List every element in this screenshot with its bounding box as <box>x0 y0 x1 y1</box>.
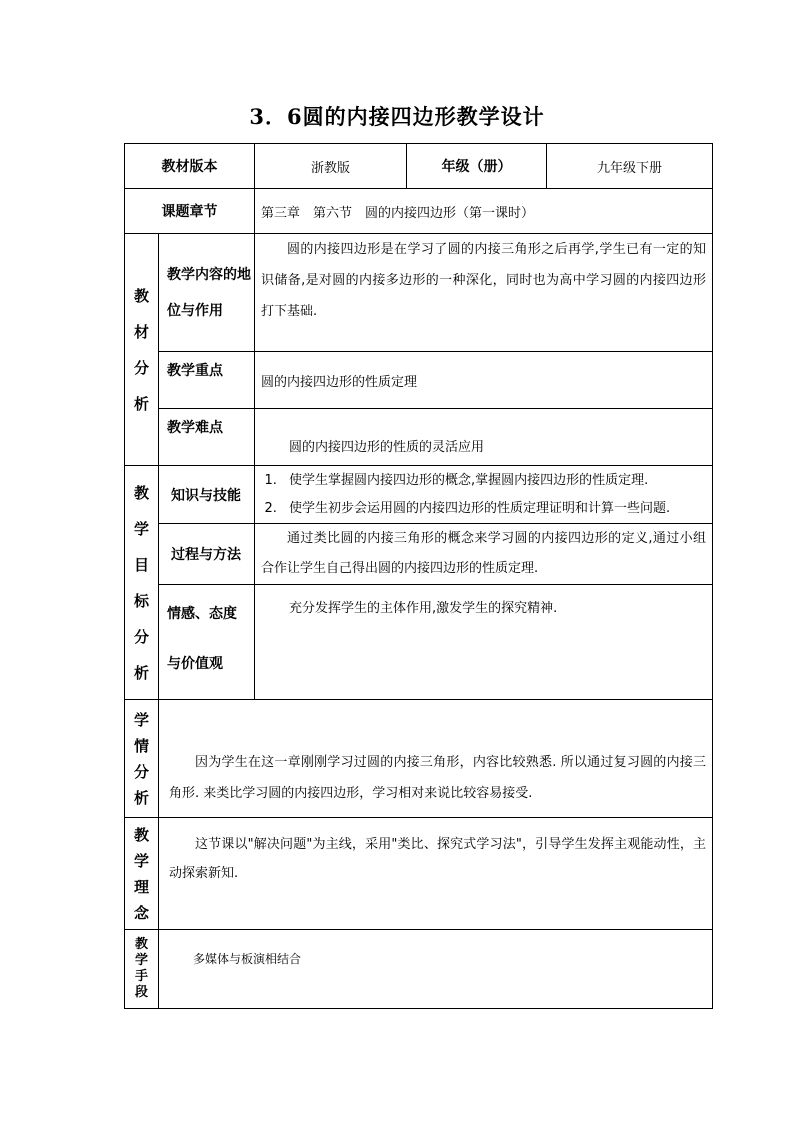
list-item: 1. 使学生掌握圆内接四边形的概念,掌握圆内接四边形的性质定理. <box>281 467 706 495</box>
teaching-concept-group <box>125 818 159 930</box>
emotion-row <box>125 585 713 700</box>
group-char: 学 <box>134 953 148 968</box>
role-label: 教学内容的地位与作用 <box>159 234 255 352</box>
group-char: 学 <box>133 851 149 870</box>
group-char: 学 <box>133 710 149 729</box>
group-char: 段 <box>134 985 148 1000</box>
teaching-concept-text: 这节课以"解决问题"为主线，采用"类比、探究式学习法"，引导学生发挥主观能动性，主动探索新知. <box>159 818 713 930</box>
list-item: 2. 使学生初步会运用圆的内接四边形的性质定理证明和计算一些问题. <box>281 495 706 523</box>
key-point-row <box>125 352 713 409</box>
process-label: 过程与方法 <box>159 524 255 585</box>
teaching-concept-row <box>125 818 713 930</box>
knowledge-list-cell <box>255 466 713 524</box>
role-text: 圆的内接四边形是在学习了圆的内接三角形之后再学,学生已有一定的知识储备,是对圆的内接多边形的一种深化，同时也为高中学习圆的内接四边形打下基础. <box>255 234 713 352</box>
group-char: 材 <box>133 322 149 341</box>
group-char: 析 <box>133 663 149 682</box>
textbook-value: 浙教版 <box>255 144 407 189</box>
emotion-label-line: 情感、态度 <box>167 606 237 622</box>
difficulty-text: 圆的内接四边形的性质的灵活应用 <box>255 409 713 466</box>
student-analysis-text: 因为学生在这一章刚刚学习过圆的内接三角形，内容比较熟悉. 所以通过复习圆的内接三角形. 来类比学习圆的内接四边形，学习相对来说比较容易接受. <box>159 700 713 818</box>
knowledge-list <box>255 467 712 523</box>
group-char: 析 <box>133 394 149 413</box>
group-char: 念 <box>133 903 149 922</box>
group-char: 学 <box>133 519 149 538</box>
teaching-means-row <box>125 930 713 1009</box>
group-char: 目 <box>133 555 149 574</box>
objectives-group <box>125 466 159 700</box>
header-row <box>125 144 713 189</box>
material-analysis-group <box>125 234 159 466</box>
chapter-label: 课题章节 <box>125 189 255 234</box>
student-analysis-row <box>125 700 713 818</box>
teaching-means-text: 多媒体与板演相结合 <box>159 930 713 1009</box>
grade-label: 年级（册） <box>407 144 547 189</box>
chapter-row <box>125 189 713 234</box>
difficulty-row <box>125 409 713 466</box>
chapter-value: 第三章 第六节 圆的内接四边形（第一课时） <box>255 189 713 234</box>
emotion-text: 充分发挥学生的主体作用,激发学生的探究精神. <box>255 585 713 700</box>
group-char: 手 <box>134 969 148 984</box>
material-role-row <box>125 234 713 352</box>
emotion-label-line: 与价值观 <box>167 656 223 672</box>
group-char: 情 <box>133 736 149 755</box>
grade-value: 九年级下册 <box>547 144 713 189</box>
emotion-label <box>159 585 255 700</box>
teaching-means-group <box>125 930 159 1009</box>
textbook-label: 教材版本 <box>125 144 255 189</box>
key-point-text: 圆的内接四边形的性质定理 <box>255 352 713 409</box>
process-row <box>125 524 713 585</box>
group-char: 分 <box>133 762 149 781</box>
process-text: 通过类比圆的内接三角形的概念来学习圆的内接四边形的定义,通过小组合作让学生自己得出圆的内接四边形的性质定理. <box>255 524 713 585</box>
group-char: 教 <box>133 825 149 844</box>
group-char: 分 <box>133 358 149 377</box>
student-analysis-group <box>125 700 159 818</box>
group-char: 教 <box>133 483 149 502</box>
document-title: 3．6圆的内接四边形教学设计 <box>249 104 545 129</box>
group-char: 理 <box>133 877 149 896</box>
group-char: 教 <box>134 937 148 952</box>
key-point-label: 教学重点 <box>159 352 255 409</box>
knowledge-row <box>125 466 713 524</box>
group-char: 教 <box>133 286 149 305</box>
group-char: 分 <box>133 627 149 646</box>
lesson-plan-table <box>124 143 713 1009</box>
group-char: 析 <box>133 788 149 807</box>
knowledge-label: 知识与技能 <box>159 466 255 524</box>
group-char: 标 <box>133 591 149 610</box>
difficulty-label: 教学难点 <box>159 409 255 466</box>
